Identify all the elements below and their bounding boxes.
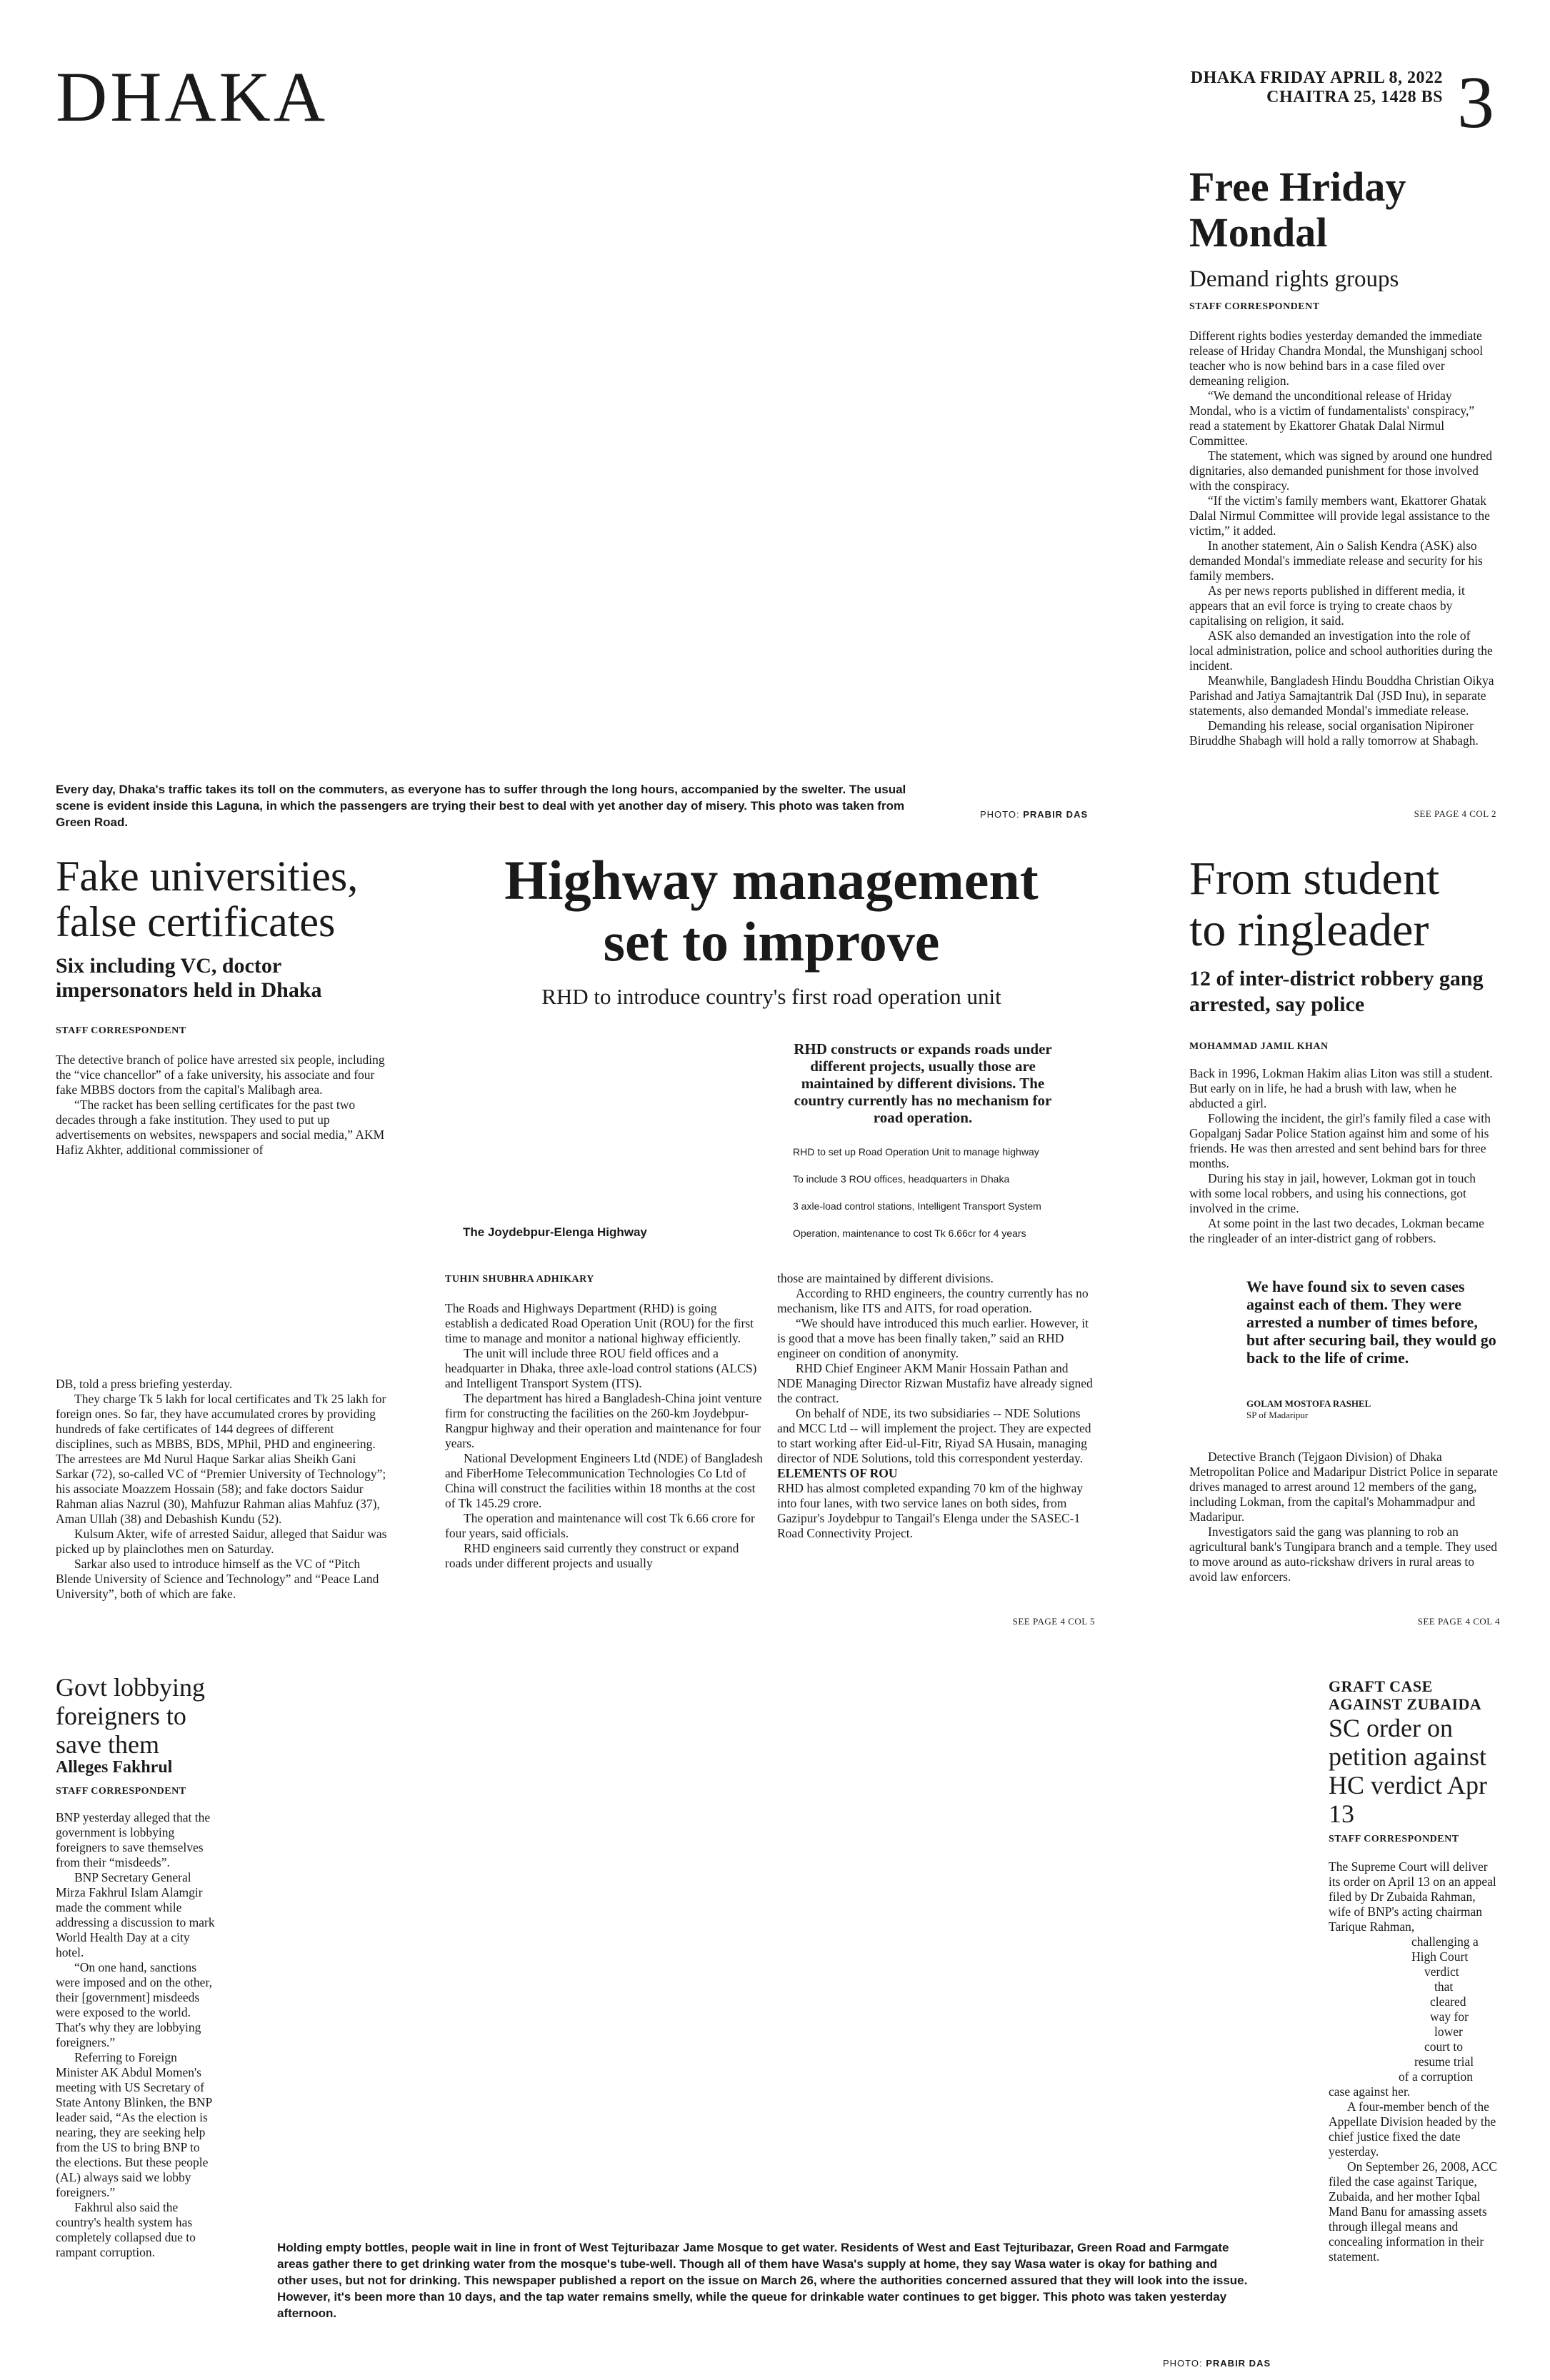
graft-wrap-line: verdict <box>1424 1964 1459 1979</box>
quote-title: SP of Madaripur <box>1246 1410 1309 1420</box>
hriday-jump-link[interactable]: SEE PAGE 4 COL 2 <box>1414 808 1496 819</box>
graft-headline: SC order on petition against HC verdict Apr 13 <box>1329 1714 1487 1828</box>
graft-wrap-line: court to <box>1424 2039 1463 2054</box>
highway-factbox <box>793 1145 1093 1254</box>
quote-name: GOLAM MOSTOFA RASHEL <box>1246 1398 1371 1409</box>
hriday-byline: STAFF CORRESPONDENT <box>1189 301 1320 312</box>
lobbying-byline: STAFF CORRESPONDENT <box>56 1786 186 1797</box>
highway-pull-text: RHD constructs or expands roads under different projects, usually those are maintained by different divisions. The country currently has no mechanism for road operation. <box>794 1040 1052 1126</box>
ringleader-headline: From student to ringleader <box>1189 853 1440 956</box>
page-number: 3 <box>1457 61 1494 144</box>
traffic-photo-credit: PHOTO: PRABIR DAS <box>980 809 1089 820</box>
highway-jump-link[interactable]: SEE PAGE 4 COL 5 <box>1012 1616 1095 1627</box>
water-queue-photo <box>277 1671 1291 2235</box>
fact-item: Operation, maintenance to cost Tk 6.66cr for 4 years <box>793 1227 1026 1239</box>
graft-wrap-line: resume trial <box>1414 2054 1474 2069</box>
hriday-headline: Free Hriday Mondal <box>1189 164 1406 256</box>
traffic-photo <box>56 146 1091 775</box>
fake-uni-body-bottom: DB, told a press briefing yesterday. They charge Tk 5 lakh for local certificates and Tk 25 lakh for foreign ones. So far, they have accumulated crores by providing hundreds of fake certificates of 144 degrees of different disciplines, such as MBBS, BDS, MPhil, PHD and engineering. The arrestees are Md Nurul Haque Sarkar alias Sheikh Gani Sarkar (72), so-called VC of “Premier University of Technology”; his associate Moazzem Hossain (58); and fake doctors Saidur Rahman alias Nazrul (30), Mahfuzur Rahman alias Mahfuz (37), Aman Ullah (38) and Debashish Kundu (52). Kulsum Akter, wife of arrested Saidur, alleged that Saidur was picked up by plainclothes men on Saturday. Sarkar also used to introduce himself as the VC of “Pitch Blende University of Science and Technology” and “Peace Land University”, both of which are fake. <box>56 1377 387 1601</box>
hriday-body: Different rights bodies yesterday demanded the immediate release of Hriday Chandra Mondal, the Munshiganj school teacher who is now behind bars in a case filed over demeaning religion. “We demand the unconditional release of Hriday Mondal, who is a victim of fundamentalists' conspiracy,” read a statement by Ekattorer Ghatak Dalal Nirmul Committee. The statement, which was signed by around one hundred dignitaries, also demanded punishment for those involved with the conspiracy. “If the victim's family members want, Ekattorer Ghatak Dalal Nirmul Committee will provide legal assistance to the victim,” it added. In another statement, Ain o Salish Kendra (ASK) also demanded Mondal's immediate release and security for his family members. As per news reports published in different media, it appears that an evil force is trying to create chaos by capitalising on religion, it said. ASK also demanded an investigation into the role of local administration, police and school authorities during the incident. Meanwhile, Bangladesh Hindu Bouddha Christian Oikya Parishad and Jatiya Samajtantrik Dal (JSD Inu), in separate statements, also demanded Mondal's immediate release. Demanding his release, social organisation Nipironer Biruddhe Shabagh will hold a rally tomorrow at Shabagh. <box>1189 328 1494 748</box>
graft-kicker: GRAFT CASE AGAINST ZUBAIDA <box>1329 1677 1482 1713</box>
fake-uni-headline: Fake universities, false certificates <box>56 853 359 945</box>
highway-photo-caption: The Joydebpur-Elenga Highway <box>463 1225 647 1239</box>
water-photo-credit: PHOTO: PRABIR DAS <box>1163 2358 1271 2369</box>
lobbying-subhead: Alleges Fakhrul <box>56 1758 173 1777</box>
highway-headline: Highway management set to improve <box>504 849 1039 973</box>
graft-wrap-line: High Court <box>1411 1949 1469 1964</box>
fake-uni-byline: STAFF CORRESPONDENT <box>56 1025 186 1036</box>
highway-body-col2: those are maintained by different divisions. According to RHD engineers, the country currently has no mechanism, like ITS and AITS, for road operation. “We should have introduced this much earlier. However, it is good that a move has been finally taken,” said an RHD engineer on condition of anonymity. RHD Chief Engineer AKM Manir Hossain Pathan and NDE Managing Director Rizwan Mustafiz have already signed the contract. On behalf of NDE, its two subsidiaries -- NDE Solutions and MCC Ltd -- will implement the project. They are expected to start working after Eid-ul-Fitr, Riyad SA Husain, managing director of NDE Solutions, told this correspondent yesterday. ELEMENTS OF ROU RHD has almost completed expanding 70 km of the highway into four lanes, with two service lanes on both sides, from Gazipur's Joydebpur to Tangail's Elenga under the SASEC-1 Road Connectivity Project. <box>777 1271 1095 1541</box>
graft-byline: STAFF CORRESPONDENT <box>1329 1834 1459 1844</box>
graft-wrap-line: of a corruption <box>1399 2069 1473 2084</box>
elements-heading: ELEMENTS OF ROU <box>777 1466 898 1480</box>
fake-uni-subhead: Six including VC, doctor impersonators held in Dhaka <box>56 954 322 1002</box>
highway-body-col1: The Roads and Highways Department (RHD) is going establish a dedicated Road Operation Unit (ROU) for the first time to manage and monitor a national highway efficiently. The unit will include three ROU field offices and a headquarter in Dhaka, three axle-load control stations (ALCS) and Intelligent Transport System (ITS). The department has hired a Bangladesh-China joint venture firm for constructing the facilities on the 260-km Joydebpur-Rangpur highway and their operation and maintenance for four years. National Development Engineers Ltd (NDE) of Bangladesh and FiberHome Telecommunication Technologies Co Ltd of China will construct the facilities within 18 months at the cost of Tk 145.29 crore. The operation and maintenance will cost Tk 6.66 crore for four years, said officials. RHD engineers said currently they construct or expand roads under different projects and usually <box>445 1301 763 1570</box>
highway-subhead: RHD to introduce country's first road operation unit <box>541 984 1001 1009</box>
graft-wrap-line: that <box>1434 1979 1454 1994</box>
fact-item: To include 3 ROU offices, headquarters in Dhaka <box>793 1173 1010 1185</box>
graft-wrap-line: challenging a <box>1411 1934 1479 1949</box>
graft-wrap-line: way for <box>1430 2009 1469 2024</box>
fake-uni-body-top: The detective branch of police have arrested six people, including the “vice chancellor” of a fake university, his associate and four fake MBBS doctors from the capital's Malibagh area. “The racket has been selling certificates for the past two decades through a fake institution. They used to put up advertisements on websites, newspapers and social media,” AKM Hafiz Akhter, additional commissioner of <box>56 1053 385 1157</box>
traffic-photo-caption: Every day, Dhaka's traffic takes its toll on the commuters, as everyone has to suffer through the long hours, accompanied by the swelter. The usual scene is evident inside this Laguna, in which the passengers are trying their best to deal with yet another day of misery. This photo was taken from Green Road. <box>56 783 906 829</box>
section-masthead: DHAKA <box>56 57 329 136</box>
highway-byline: TUHIN SHUBHRA ADHIKARY <box>445 1274 594 1285</box>
ringleader-subhead: 12 of inter-district robbery gang arrested, say police <box>1189 967 1484 1016</box>
date-gregorian: DHAKA FRIDAY APRIL 8, 2022 <box>1190 69 1443 87</box>
ringleader-pull-quote: We have found six to seven cases against each of them. They were arrested a number of times before, but after securing bail, they would go back to the life of crime. <box>1246 1277 1496 1367</box>
ringleader-body-bottom: Detective Branch (Tejgaon Division) of Dhaka Metropolitan Police and Madaripur District Police in separate drives managed to arrest around 12 members of the gang, including Lokman, from the capital's Mohammadpur and Madaripur. Investigators said the gang was planning to rob an agricultural bank's Tungipara branch and a temple. They used to move around as auto-rickshaw drivers in rural areas to avoid law enforcers. <box>1189 1450 1499 1584</box>
lobbying-headline: Govt lobbying foreigners to save them <box>56 1673 206 1759</box>
graft-wrap-line: cleared <box>1430 1994 1466 2009</box>
ringleader-byline: MOHAMMAD JAMIL KHAN <box>1189 1041 1329 1052</box>
dateline <box>1191 69 1443 107</box>
fact-item: 3 axle-load control stations, Intelligent Transport System <box>793 1200 1041 1212</box>
lobbying-body: BNP yesterday alleged that the government is lobbying foreigners to save themselves from their “misdeeds”. BNP Secretary General Mirza Fakhrul Islam Alamgir made the comment while addressing a discussion to mark World Health Day at a city hotel. “On one hand, sanctions were imposed and on the other, their [government] misdeeds were exposed to the world. That's why they are lobbying foreigners.” Referring to Foreign Minister AK Abdul Momen's meeting with US Secretary of State Antony Blinken, the BNP leader said, “As the election is nearing, they are seeking help from the US to bring BNP to the elections. But these people (AL) always said we lobby foreigners.” Fakhrul also said the country's health system has completely collapsed due to rampant corruption. <box>56 1810 215 2259</box>
highway-photo <box>445 1035 770 1228</box>
fact-item: RHD to set up Road Operation Unit to manage highway <box>793 1146 1039 1158</box>
graft-body: The Supreme Court will deliver its order on April 13 on an appeal filed by Dr Zubaida Rahman, wife of BNP's acting chairman Tarique Rahman, challenging a High Court verdict that cleared way for lower court to resume trial of a corruption case against her. A four-member bench of the Appellate Division headed by the chief justice fixed the date yesterday. On September 26, 2008, ACC filed the case against Tarique, Zubaida, and her mother Iqbal Mand Banu for amassing assets through illegal means and concealing information in their statement. <box>1329 1859 1500 2264</box>
ringleader-quote-attribution <box>1246 1398 1371 1421</box>
hriday-subhead: Demand rights groups <box>1189 266 1399 292</box>
ringleader-body-top: Back in 1996, Lokman Hakim alias Liton was still a student. But early on in life, he had a brush with law, when he abducted a girl. Following the incident, the girl's family filed a case with Gopalganj Sadar Police Station against him and some of his friends. He was then arrested and sent behind bars for three months. During his stay in jail, however, Lokman got in touch with some local robbers, and using his connections, got involved in the crime. At some point in the last two decades, Lokman became the ringleader of an inter-district gang of robbers. <box>1189 1066 1493 1245</box>
date-bangla: CHAITRA 25, 1428 BS <box>1266 88 1443 106</box>
graft-wrap-line: lower <box>1434 2024 1463 2039</box>
graft-para-end: case against her. <box>1329 2084 1411 2099</box>
ringleader-jump-link[interactable]: SEE PAGE 4 COL 4 <box>1417 1616 1500 1627</box>
water-photo-caption: Holding empty bottles, people wait in line in front of West Tejturibazar Jame Mosque to get water. Residents of West and East Tejturibazar, Green Road and Farmgate areas gather there to get drinking water from the mosque's tube-well. Though all of them have Wasa's supply at home, they say Wasa water is okay for bathing and other uses, but not for drinking. This newspaper published a report on the issue on March 26, where the authorities concerned assured that they will look into the issue. However, it's been more than 10 days, and the tap water remains smelly, while the queue for drinkable water continues to get bigger. This photo was taken yesterday afternoon. <box>277 2241 1248 2320</box>
